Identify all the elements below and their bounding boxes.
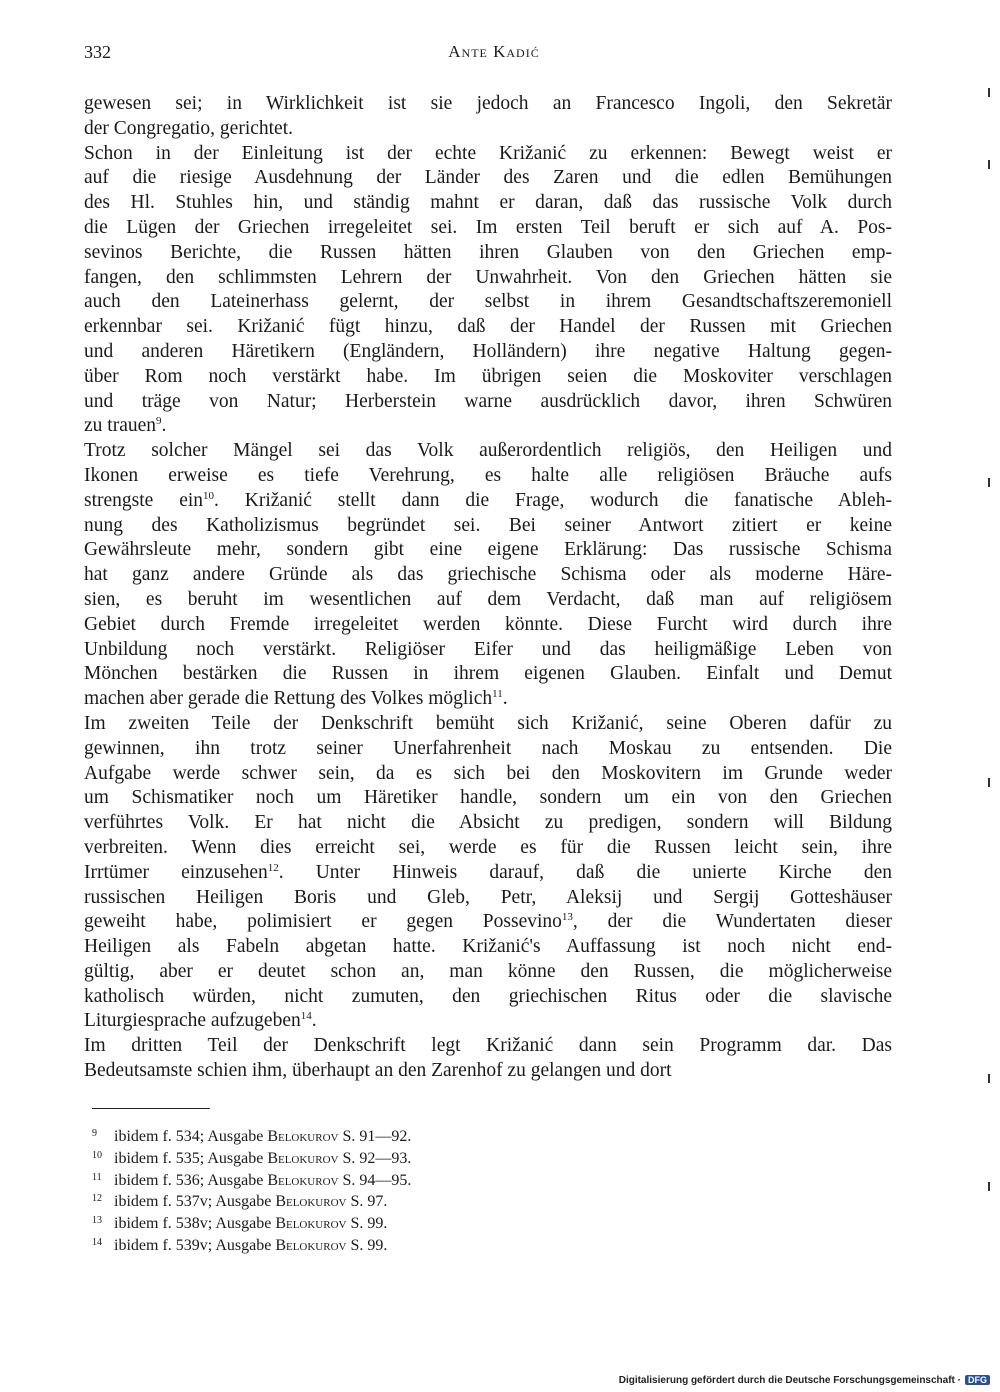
text-line: auch den Lateinerhass gelernt, der selbst in ihrem Gesandtschaftszeremoniell bbox=[84, 291, 892, 313]
text-line: Ikonen erweise es tiefe Verehrung, es halte alle religiösen Bräuche aufs bbox=[84, 464, 892, 486]
text-segment: , der die Wundertaten dieser bbox=[572, 911, 892, 933]
text-line: verführtes Volk. Er hat nicht die Absicht zu predigen, sondern will Bildung bbox=[84, 812, 892, 834]
margin-mark bbox=[988, 1182, 990, 1191]
text-line: Liturgiesprache aufzugeben$^{14}$. bbox=[84, 1010, 317, 1032]
text-line: katholisch würden, nicht zumuten, den griechischen Ritus oder die slavische bbox=[84, 985, 892, 1007]
text-line: hat ganz andere Gründe als das griechische Schisma oder als moderne Häre- bbox=[84, 564, 892, 586]
text-segment: strengste ein bbox=[84, 489, 204, 511]
text-segment: Irrtümer einzusehen bbox=[84, 861, 268, 883]
text-line: Heiligen als Fabeln abgetan hatte. Križanić's Auffassung ist noch nicht end- bbox=[84, 936, 892, 958]
dfg-logo: DFG bbox=[965, 1375, 990, 1385]
footnote: 11 ibidem f. 536; Ausgabe Belokurov S. 94—95. bbox=[92, 1171, 412, 1189]
text-line: fangen, den schlimmsten Lehrern der Unwahrheit. Von den Griechen hätten sie bbox=[84, 266, 892, 288]
text-line bbox=[84, 489, 892, 514]
footnote: 14 ibidem f. 539v; Ausgabe Belokurov S. 99. bbox=[92, 1236, 388, 1254]
footnote-pages: S. 99. bbox=[350, 1236, 388, 1254]
text-line bbox=[84, 910, 892, 935]
author-name: Belokurov bbox=[275, 1215, 347, 1233]
footnote: 13 ibidem f. 538v; Ausgabe Belokurov S. 99. bbox=[92, 1215, 388, 1233]
footnote-ref[interactable]: 13 bbox=[561, 911, 573, 924]
text-line: gültig, aber er deutet schon an, man könne den Russen, die möglicherweise bbox=[84, 960, 892, 982]
text-line: Aufgabe werde schwer sein, da es sich bei den Moskovitern im Grunde weder bbox=[84, 762, 892, 784]
author-name: Belokurov bbox=[267, 1128, 339, 1145]
margin-mark bbox=[988, 478, 990, 487]
footnote-ref[interactable]: 14 bbox=[300, 1010, 312, 1023]
text-line: Im dritten Teil der Denkschrift legt Križanić dann sein Programm dar. Das bbox=[84, 1035, 892, 1057]
text-line: erkennbar sei. Križanić fügt hinzu, daß der Handel der Russen mit Griechen bbox=[84, 316, 892, 338]
text-line: des Hl. Stuhles hin, und ständig mahnt er daran, daß das russische Volk durch bbox=[84, 192, 892, 214]
author-name: Belokurov bbox=[267, 1149, 339, 1167]
text-line: zu trauen$^9$. bbox=[84, 415, 167, 437]
footnotes bbox=[92, 1126, 692, 1257]
footnote-pages: S. 99. bbox=[350, 1215, 388, 1233]
text-segment: . Unter Hinweis darauf, daß die unierte Kirche den bbox=[278, 861, 892, 883]
footnote-text: ibidem f. 537v; Ausgabe bbox=[114, 1193, 272, 1211]
footnote-pages: S. 94—95. bbox=[342, 1171, 412, 1189]
text-line: die Lügen der Griechen irregeleitet sei. Im ersten Teil beruft er sich auf A. Pos- bbox=[84, 216, 892, 238]
text-line: russischen Heiligen Boris und Gleb, Petr, Aleksij und Sergij Gotteshäuser bbox=[84, 886, 892, 908]
author-name: Belokurov bbox=[275, 1193, 347, 1211]
text-line: um Schismatiker noch um Häretiker handle, sondern um ein von den Griechen bbox=[84, 787, 892, 809]
author-name: Belokurov bbox=[275, 1236, 347, 1254]
footnote-ref[interactable]: 12 bbox=[267, 861, 279, 874]
text-line: sien, es beruht im wesentlichen auf dem Verdacht, daß man auf religiösem bbox=[84, 588, 892, 610]
text-line: und träge von Natur; Herberstein warne ausdrücklich davor, ihren Schwüren bbox=[84, 390, 892, 412]
author-name: Belokurov bbox=[267, 1171, 339, 1189]
footnote-pages: S. 97. bbox=[350, 1193, 388, 1211]
margin-mark bbox=[988, 778, 990, 787]
footnote-ref[interactable]: 9 bbox=[156, 415, 162, 428]
page-number: 332 bbox=[84, 42, 111, 62]
footnote-ref[interactable]: 10 bbox=[203, 489, 215, 502]
text-line: Im zweiten Teile der Denkschrift bemüht sich Križanić, seine Oberen dafür zu bbox=[84, 712, 892, 734]
running-head: Ante Kadić bbox=[448, 42, 540, 61]
footnote: 12 ibidem f. 537v; Ausgabe Belokurov S. 97. bbox=[92, 1193, 388, 1211]
text-line: gewinnen, ihn trotz seiner Unerfahrenheit nach Moskau zu entsenden. Die bbox=[84, 737, 892, 759]
text-line: nung des Katholizismus begründet sei. Bei seiner Antwort zitiert er keine bbox=[84, 514, 892, 536]
footnote-text: ibidem f. 536; Ausgabe bbox=[114, 1171, 264, 1189]
body-text bbox=[84, 92, 892, 1084]
text-line: auf die riesige Ausdehnung der Länder des Zaren und die edlen Bemühungen bbox=[84, 167, 892, 189]
text-segment: . Križanić stellt dann die Frage, wodurch die fanatische Ableh- bbox=[214, 489, 893, 511]
text-line: der Congregatio, gerichtet. bbox=[84, 117, 294, 139]
text-line: und anderen Häretikern (Engländern, Holländern) ihre negative Haltung gegen- bbox=[84, 340, 892, 362]
footnote-pages: S. 92—93. bbox=[342, 1149, 412, 1167]
margin-mark bbox=[988, 1074, 990, 1083]
text-line: machen aber gerade die Rettung des Volkes möglich$^{11}$. bbox=[84, 688, 508, 710]
text-line: Trotz solcher Mängel sei das Volk außerordentlich religiös, den Heiligen und bbox=[84, 440, 892, 462]
text-line: Gebiet durch Fremde irregeleitet werden könnte. Diese Furcht wird durch ihre bbox=[84, 613, 892, 635]
text-line: Gewährsleute mehr, sondern gibt eine eigene Erklärung: Das russische Schisma bbox=[84, 539, 892, 561]
digitization-credit bbox=[619, 1375, 990, 1386]
text-line: sevinos Berichte, die Russen hätten ihren Glauben von den Griechen emp- bbox=[84, 241, 892, 263]
footnote-text: ibidem f. 539v; Ausgabe bbox=[114, 1236, 272, 1254]
footnote: 10 ibidem f. 535; Ausgabe Belokurov S. 92—93. bbox=[92, 1149, 412, 1167]
text-line: Mönchen bestärken die Russen in ihrem eigenen Glauben. Einfalt und Demut bbox=[84, 663, 892, 685]
text-segment: geweiht habe, polimisiert er gegen Possevino bbox=[84, 911, 562, 933]
text-segment: machen aber gerade die Rettung des Volkes möglich bbox=[84, 688, 493, 710]
text-segment: Liturgiesprache aufzugeben bbox=[84, 1010, 301, 1032]
text-line: verbreiten. Wenn dies erreicht sei, werde es für die Russen leicht sein, ihre bbox=[84, 836, 892, 858]
footnote-ref[interactable]: 11 bbox=[492, 688, 503, 701]
footnote-rule bbox=[92, 1108, 210, 1109]
text-line: über Rom noch verstärkt habe. Im übrigen seien die Moskoviter verschlagen bbox=[84, 365, 892, 387]
text-line bbox=[84, 861, 892, 886]
footnote-text: ibidem f. 534; Ausgabe bbox=[114, 1128, 264, 1145]
text-line: Unbildung noch verstärkt. Religiöser Eifer und das heiligmäßige Leben von bbox=[84, 638, 892, 660]
footnote-text: ibidem f. 535; Ausgabe bbox=[114, 1149, 264, 1167]
text-line: Schon in der Einleitung ist der echte Križanić zu erkennen: Bewegt weist er bbox=[84, 142, 892, 164]
page-header bbox=[84, 42, 904, 70]
text-line: Bedeutsamste schien ihm, überhaupt an den Zarenhof zu gelangen und dort bbox=[84, 1060, 672, 1082]
margin-mark bbox=[988, 88, 990, 97]
credit-text: Digitalisierung gefördert durch die Deutsche Forschungsgemeinschaft · bbox=[618, 1375, 961, 1386]
text-line: gewesen sei; in Wirklichkeit ist sie jedoch an Francesco Ingoli, den Sekretär bbox=[84, 93, 892, 114]
text-segment: zu trauen bbox=[84, 415, 157, 437]
footnote-pages: S. 91—92. bbox=[342, 1128, 412, 1145]
footnote-text: ibidem f. 538v; Ausgabe bbox=[114, 1215, 272, 1233]
margin-mark bbox=[988, 160, 990, 169]
footnote: 9 ibidem f. 534; Ausgabe Belokurov S. 91—92. bbox=[92, 1128, 412, 1145]
